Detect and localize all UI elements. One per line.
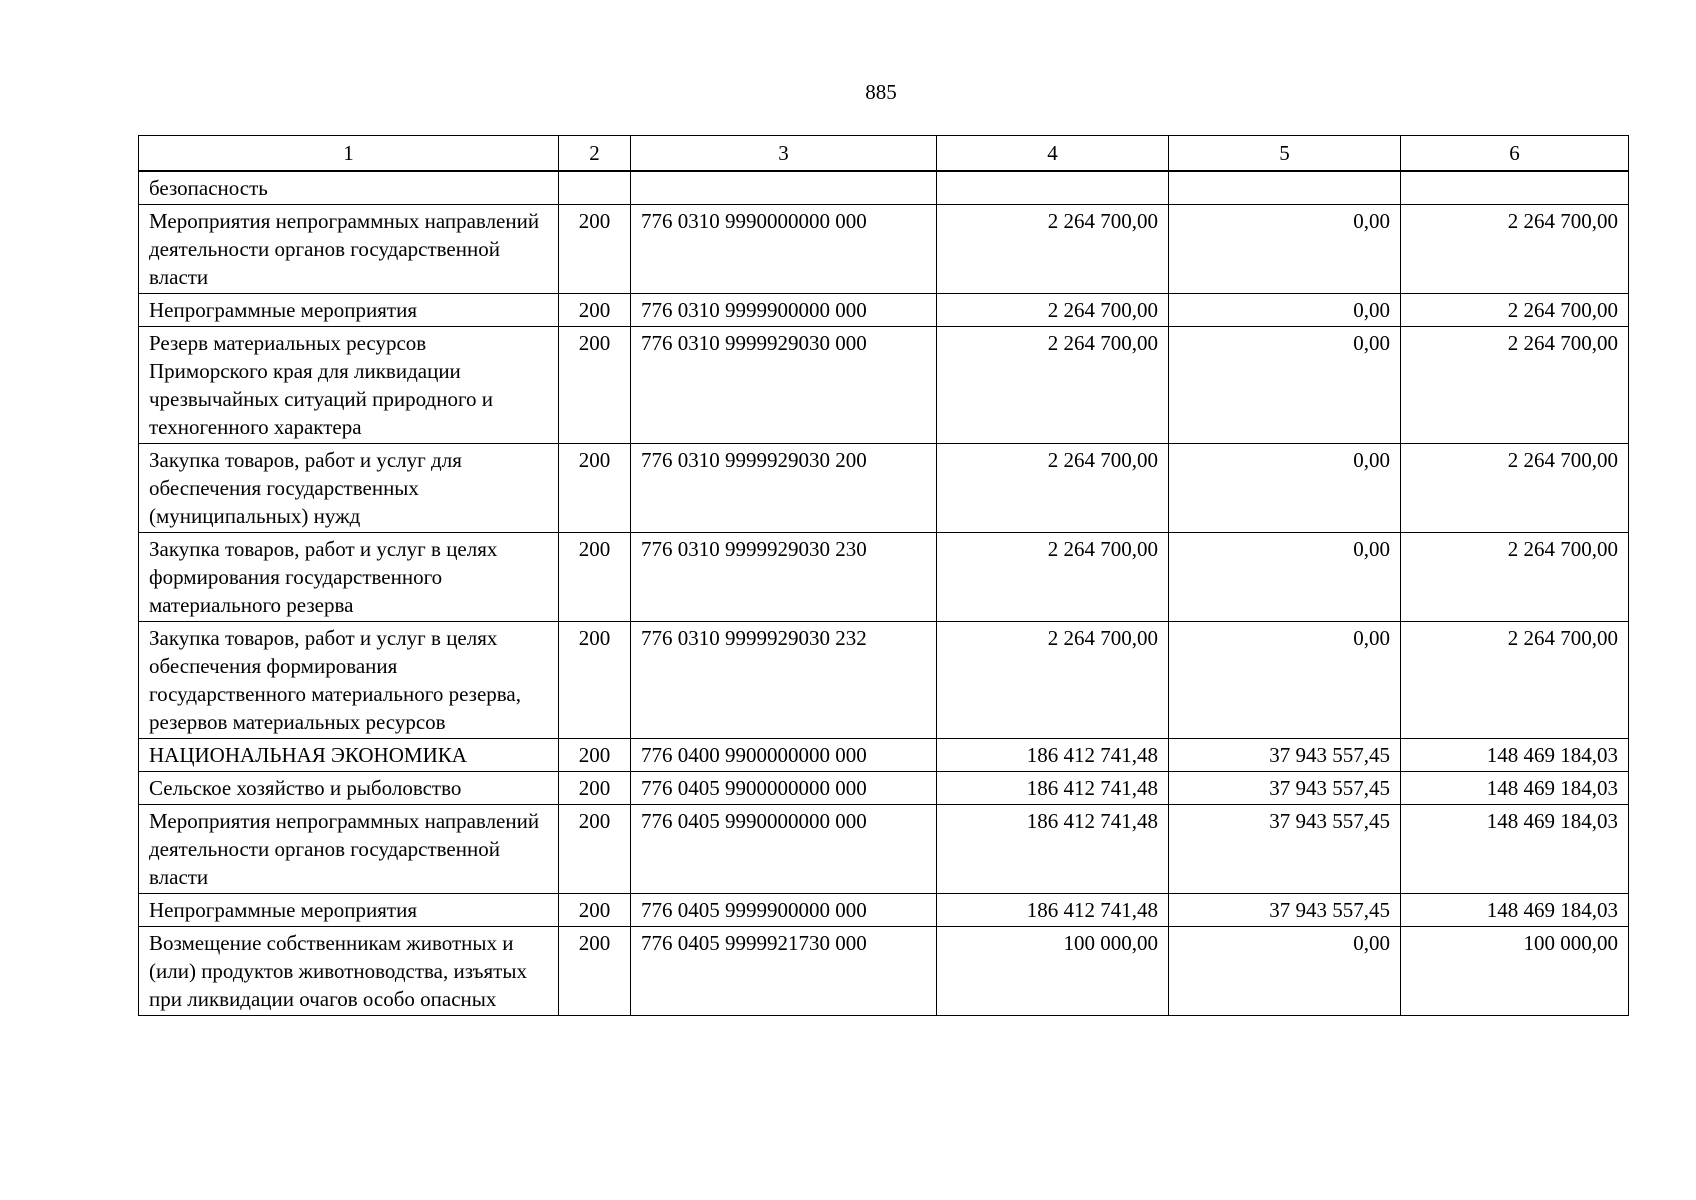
row-name-cell: Закупка товаров, работ и услуг в целях формирования государственного материального резерва [139, 533, 559, 622]
row-name-cell: Мероприятия непрограммных направлений деятельности органов государственной власти [139, 805, 559, 894]
table-row [139, 294, 1629, 327]
row-classification-cell: 776 0310 9999929030 230 [631, 533, 937, 622]
row-col4-cell: 186 412 741,48 [937, 772, 1169, 805]
row-code-cell: 200 [559, 327, 631, 444]
table-row [139, 894, 1629, 927]
row-classification-cell: 776 0405 9990000000 000 [631, 805, 937, 894]
row-classification-cell: 776 0310 9999900000 000 [631, 294, 937, 327]
column-header: 1 [139, 136, 559, 172]
row-col5-cell: 0,00 [1169, 327, 1401, 444]
row-col4-cell: 186 412 741,48 [937, 894, 1169, 927]
row-code-cell: 200 [559, 533, 631, 622]
row-code-cell [559, 171, 631, 205]
row-classification-cell: 776 0405 9999921730 000 [631, 927, 937, 1016]
page-number: 885 [865, 80, 897, 104]
table-row [139, 444, 1629, 533]
row-col4-cell: 2 264 700,00 [937, 622, 1169, 739]
table-header-row [139, 136, 1629, 172]
row-name-cell: Непрограммные мероприятия [139, 894, 559, 927]
row-col6-cell: 148 469 184,03 [1401, 772, 1629, 805]
row-col6-cell: 2 264 700,00 [1401, 533, 1629, 622]
row-classification-cell: 776 0405 9999900000 000 [631, 894, 937, 927]
row-col5-cell: 37 943 557,45 [1169, 772, 1401, 805]
row-name-cell: Возмещение собственникам животных и (или) продуктов животноводства, изъятых при ликвидации очагов особо опасных [139, 927, 559, 1016]
table-body [139, 171, 1629, 1016]
row-code-cell: 200 [559, 739, 631, 772]
row-col5-cell: 37 943 557,45 [1169, 894, 1401, 927]
row-col6-cell: 148 469 184,03 [1401, 894, 1629, 927]
row-col4-cell: 186 412 741,48 [937, 739, 1169, 772]
table-row [139, 327, 1629, 444]
row-name-cell: Мероприятия непрограммных направлений деятельности органов государственной власти [139, 205, 559, 294]
table-row [139, 171, 1629, 205]
column-header: 3 [631, 136, 937, 172]
row-col5-cell: 0,00 [1169, 533, 1401, 622]
row-col6-cell: 2 264 700,00 [1401, 622, 1629, 739]
row-col4-cell: 100 000,00 [937, 927, 1169, 1016]
row-col4-cell: 2 264 700,00 [937, 205, 1169, 294]
row-col5-cell: 0,00 [1169, 622, 1401, 739]
row-col5-cell [1169, 171, 1401, 205]
row-col6-cell: 100 000,00 [1401, 927, 1629, 1016]
row-col6-cell: 2 264 700,00 [1401, 444, 1629, 533]
row-col6-cell: 2 264 700,00 [1401, 205, 1629, 294]
row-col5-cell: 0,00 [1169, 927, 1401, 1016]
row-col4-cell: 186 412 741,48 [937, 805, 1169, 894]
row-col5-cell: 0,00 [1169, 205, 1401, 294]
row-col6-cell: 2 264 700,00 [1401, 327, 1629, 444]
row-name-cell: НАЦИОНАЛЬНАЯ ЭКОНОМИКА [139, 739, 559, 772]
row-col4-cell: 2 264 700,00 [937, 444, 1169, 533]
row-code-cell: 200 [559, 894, 631, 927]
row-code-cell: 200 [559, 294, 631, 327]
column-header: 4 [937, 136, 1169, 172]
row-name-cell: Закупка товаров, работ и услуг для обеспечения государственных (муниципальных) нужд [139, 444, 559, 533]
row-col6-cell: 2 264 700,00 [1401, 294, 1629, 327]
row-name-cell: Непрограммные мероприятия [139, 294, 559, 327]
row-code-cell: 200 [559, 622, 631, 739]
row-classification-cell: 776 0310 9999929030 000 [631, 327, 937, 444]
row-col4-cell: 2 264 700,00 [937, 533, 1169, 622]
row-classification-cell: 776 0310 9990000000 000 [631, 205, 937, 294]
table-row [139, 772, 1629, 805]
row-col5-cell: 37 943 557,45 [1169, 805, 1401, 894]
row-name-cell: Закупка товаров, работ и услуг в целях обеспечения формирования государственного материального резерва, резервов материальных ресурсов [139, 622, 559, 739]
column-header: 5 [1169, 136, 1401, 172]
table-row [139, 205, 1629, 294]
table-row [139, 739, 1629, 772]
row-code-cell: 200 [559, 205, 631, 294]
row-col5-cell: 37 943 557,45 [1169, 739, 1401, 772]
row-code-cell: 200 [559, 772, 631, 805]
row-classification-cell: 776 0400 9900000000 000 [631, 739, 937, 772]
budget-table [138, 135, 1629, 1016]
row-name-cell: Сельское хозяйство и рыболовство [139, 772, 559, 805]
row-classification-cell: 776 0310 9999929030 232 [631, 622, 937, 739]
row-col4-cell: 2 264 700,00 [937, 294, 1169, 327]
row-classification-cell: 776 0310 9999929030 200 [631, 444, 937, 533]
row-name-cell: Резерв материальных ресурсов Приморского края для ликвидации чрезвычайных ситуаций природного и техногенного характера [139, 327, 559, 444]
row-code-cell: 200 [559, 927, 631, 1016]
row-col6-cell [1401, 171, 1629, 205]
table-row [139, 927, 1629, 1016]
table-row [139, 805, 1629, 894]
row-col5-cell: 0,00 [1169, 294, 1401, 327]
row-col4-cell [937, 171, 1169, 205]
column-header: 2 [559, 136, 631, 172]
table-row [139, 622, 1629, 739]
row-code-cell: 200 [559, 805, 631, 894]
row-code-cell: 200 [559, 444, 631, 533]
row-classification-cell [631, 171, 937, 205]
row-col4-cell: 2 264 700,00 [937, 327, 1169, 444]
row-col5-cell: 0,00 [1169, 444, 1401, 533]
column-header: 6 [1401, 136, 1629, 172]
table-row [139, 533, 1629, 622]
row-classification-cell: 776 0405 9900000000 000 [631, 772, 937, 805]
row-col6-cell: 148 469 184,03 [1401, 805, 1629, 894]
row-col6-cell: 148 469 184,03 [1401, 739, 1629, 772]
row-name-cell: безопасность [139, 171, 559, 205]
